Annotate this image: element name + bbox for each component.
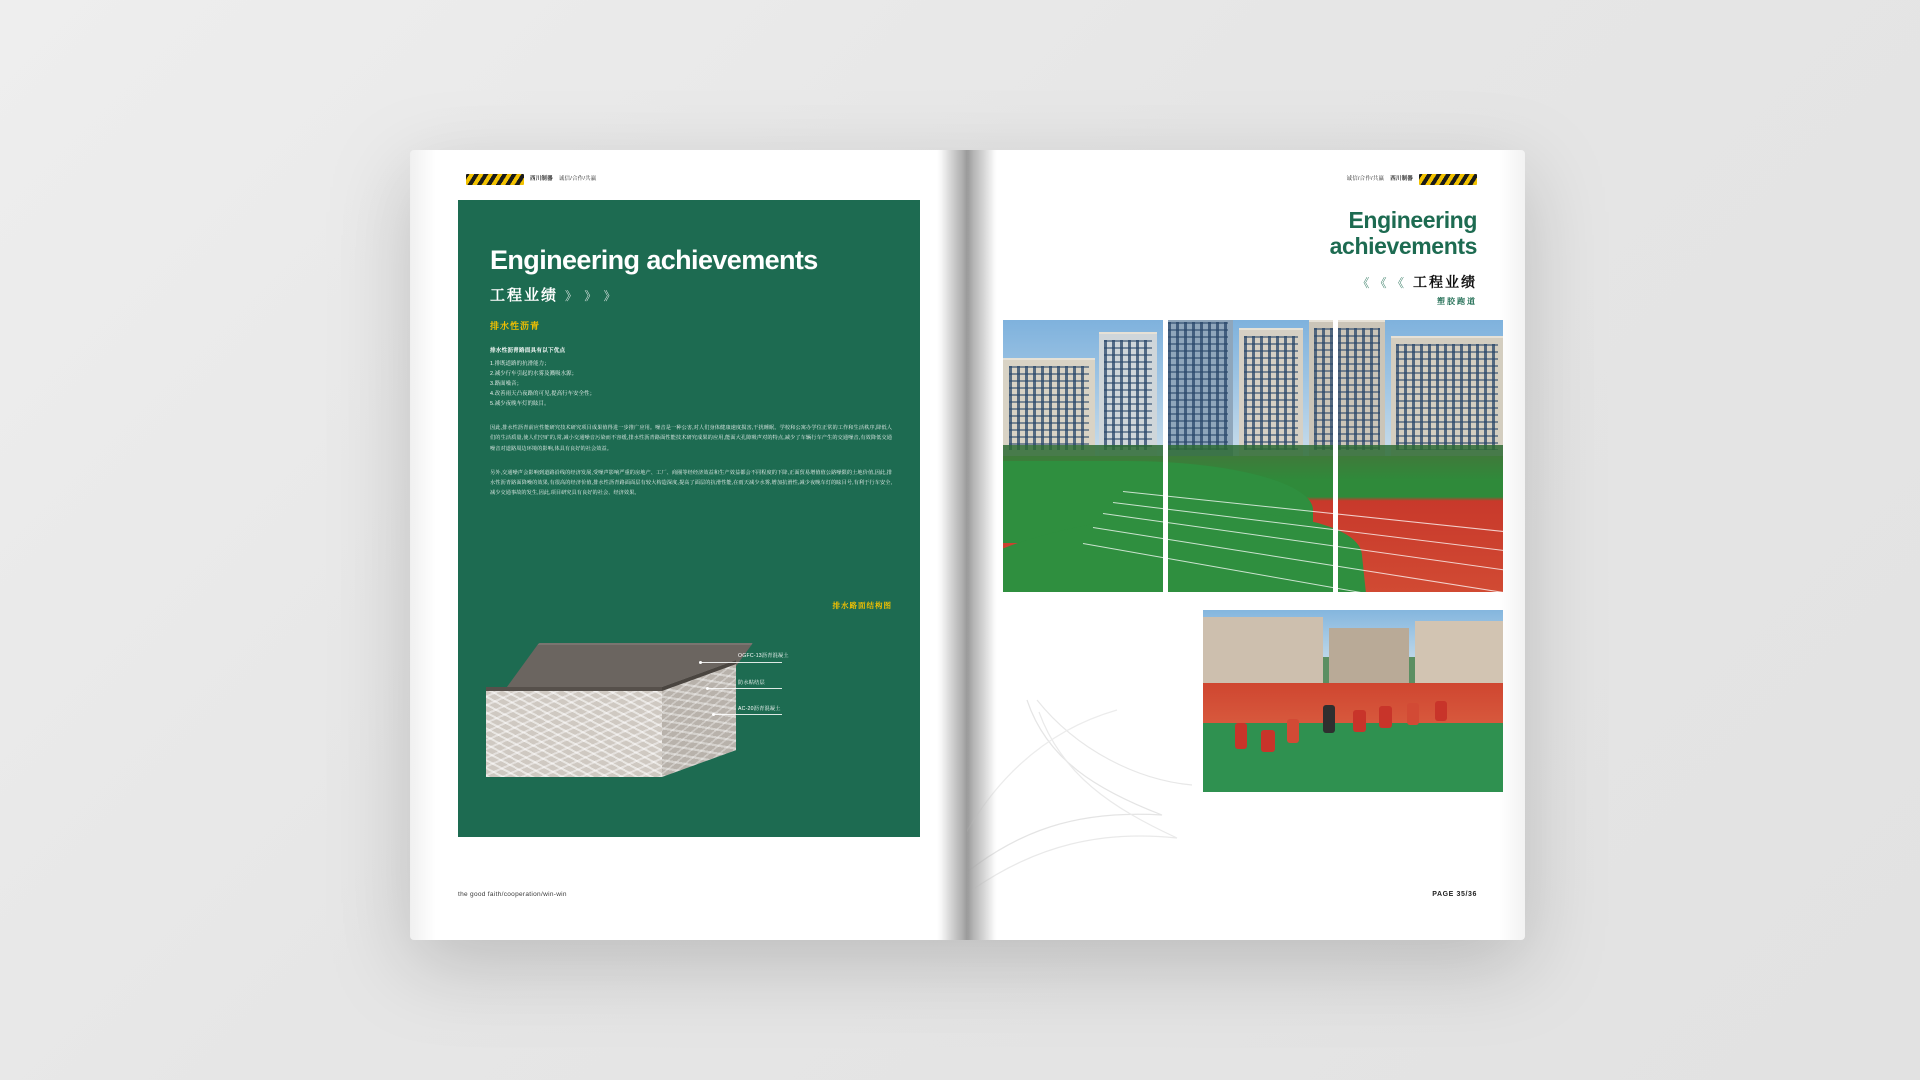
- hazard-stripe-icon: [466, 174, 524, 185]
- photo-panel-divider: [1333, 320, 1338, 592]
- photo-building: [1203, 617, 1323, 690]
- photo-worker: [1379, 706, 1392, 728]
- workers-photo: [1203, 610, 1503, 792]
- header-tagline: 诚信/合作/共赢: [558, 175, 597, 182]
- decorative-swoosh-icon: [967, 580, 1227, 910]
- photo-building-windows: [1244, 336, 1298, 450]
- leader-line: [700, 662, 782, 663]
- photo-green-surface: [1203, 723, 1503, 792]
- body-paragraph: 因此,排水性沥青前应性能研究技术研究项目成果值得进一步推广应用。噪音是一种公害,对人们身体健康速度损害,干扰睡眠、学校和公寓办学位正常的工作和生活秩序,降低人们的生活质量,使人们空旷的,常,减小交通噪音污染而不容缓,排水性沥青路面性能技术研究成果的应用,能面大孔隙吸声对的特点,减少了车辆行车产生的交通噪音,有效降低交通噪音对道路周边环境的影响,体具有良好的社会效益。: [490, 425, 892, 452]
- chevron-left-icon: 《 《 《: [1357, 276, 1405, 290]
- panel-title-chinese: 工程业绩: [490, 287, 559, 305]
- right-title-line2: achievements: [1329, 232, 1477, 259]
- photo-building: [1329, 628, 1409, 690]
- photo-building-windows: [1104, 340, 1152, 450]
- right-title-chinese-row: [1357, 272, 1477, 292]
- left-page: [410, 150, 967, 940]
- panel-inner: [490, 246, 892, 503]
- green-content-panel: [458, 200, 920, 837]
- diagram-label: 防水粘结层: [738, 680, 765, 686]
- road-structure-diagram: [484, 625, 789, 805]
- magazine-spread: [410, 150, 1525, 940]
- header-company-name: 西川制器: [530, 175, 553, 182]
- diagram-aggregate-front: [486, 687, 662, 777]
- panel-subtitle: 排水性沥青: [490, 321, 541, 332]
- leader-line: [707, 688, 782, 689]
- right-title-chinese: 工程业绩: [1413, 274, 1477, 290]
- body-paragraph: 另外,交通噪声会影响到道路沿线的经济发展,受噪声影响严重的房地产、工厂、商圈等经经济效益和生产效益都会不同程度的下降,正面贸易增值值公路噪限的土地价值,因此,排水性沥青路面降噪的效果,有很高的经济价值,排水性沥青路面面层有较大构造深度,提高了面层的抗滑性能,在雨天减少水雾,增加抗滑性,减少夜晚车灯的眩目号,有利于行车安全,减少交通事故的发生,因此,项目研究具有良好的社会、经济效果。: [490, 469, 892, 497]
- diagram-caption: 排水路面结构图: [832, 601, 892, 610]
- panel-title-chinese-row: [490, 284, 892, 305]
- photo-worker: [1353, 710, 1366, 732]
- panel-title-english: Engineering achievements: [490, 245, 818, 275]
- header-tagline: 诚信/合作/共赢: [1346, 175, 1385, 182]
- photo-worker: [1287, 719, 1299, 743]
- advantage-item: 2.减少行车引起的水雾及溅吸水源；: [490, 371, 578, 378]
- advantages-heading: 排水性沥青路面具有以下优点: [490, 348, 566, 355]
- leader-line: [713, 714, 782, 715]
- chevron-right-icon: 》 》 》: [565, 289, 618, 304]
- photo-building-windows: [1396, 344, 1498, 450]
- photo-building-windows: [1314, 328, 1380, 450]
- hazard-stripe-icon: [1419, 174, 1477, 185]
- right-page-header: [1347, 174, 1477, 185]
- photo-worker: [1235, 723, 1247, 749]
- left-page-header: [466, 174, 596, 185]
- advantage-item: 1.排既道路的抗滑能力；: [490, 361, 550, 368]
- advantage-item: 3.路面噪音；: [490, 381, 523, 388]
- photo-building-windows: [1168, 322, 1228, 450]
- photo-worker: [1261, 730, 1275, 752]
- photo-building: [1415, 621, 1503, 690]
- photo-worker: [1407, 703, 1419, 725]
- photo-worker: [1323, 705, 1335, 733]
- page-number: PAGE 35/36: [1432, 891, 1477, 898]
- photo-worker: [1435, 701, 1447, 721]
- header-company-name: 西川制器: [1390, 175, 1413, 182]
- right-subtitle: 塑胶跑道: [1437, 297, 1477, 306]
- right-page-title: [1330, 208, 1477, 260]
- left-page-footer: the good faith/cooperation/win-win: [458, 891, 567, 898]
- right-page: [967, 150, 1525, 940]
- running-track-photo: [1003, 320, 1503, 592]
- photo-panel-divider: [1163, 320, 1168, 592]
- advantage-item: 5.减少夜晚车灯的眩目。: [490, 401, 550, 408]
- photo-building-windows: [1009, 366, 1089, 450]
- diagram-label: OGFC-13沥青混凝土: [738, 653, 789, 659]
- diagram-label: AC-20沥青混凝土: [738, 706, 781, 712]
- right-title-line1: Engineering: [1348, 207, 1477, 233]
- advantage-item: 4.改善雨天凸夜路的可见,提高行车安全性；: [490, 391, 596, 398]
